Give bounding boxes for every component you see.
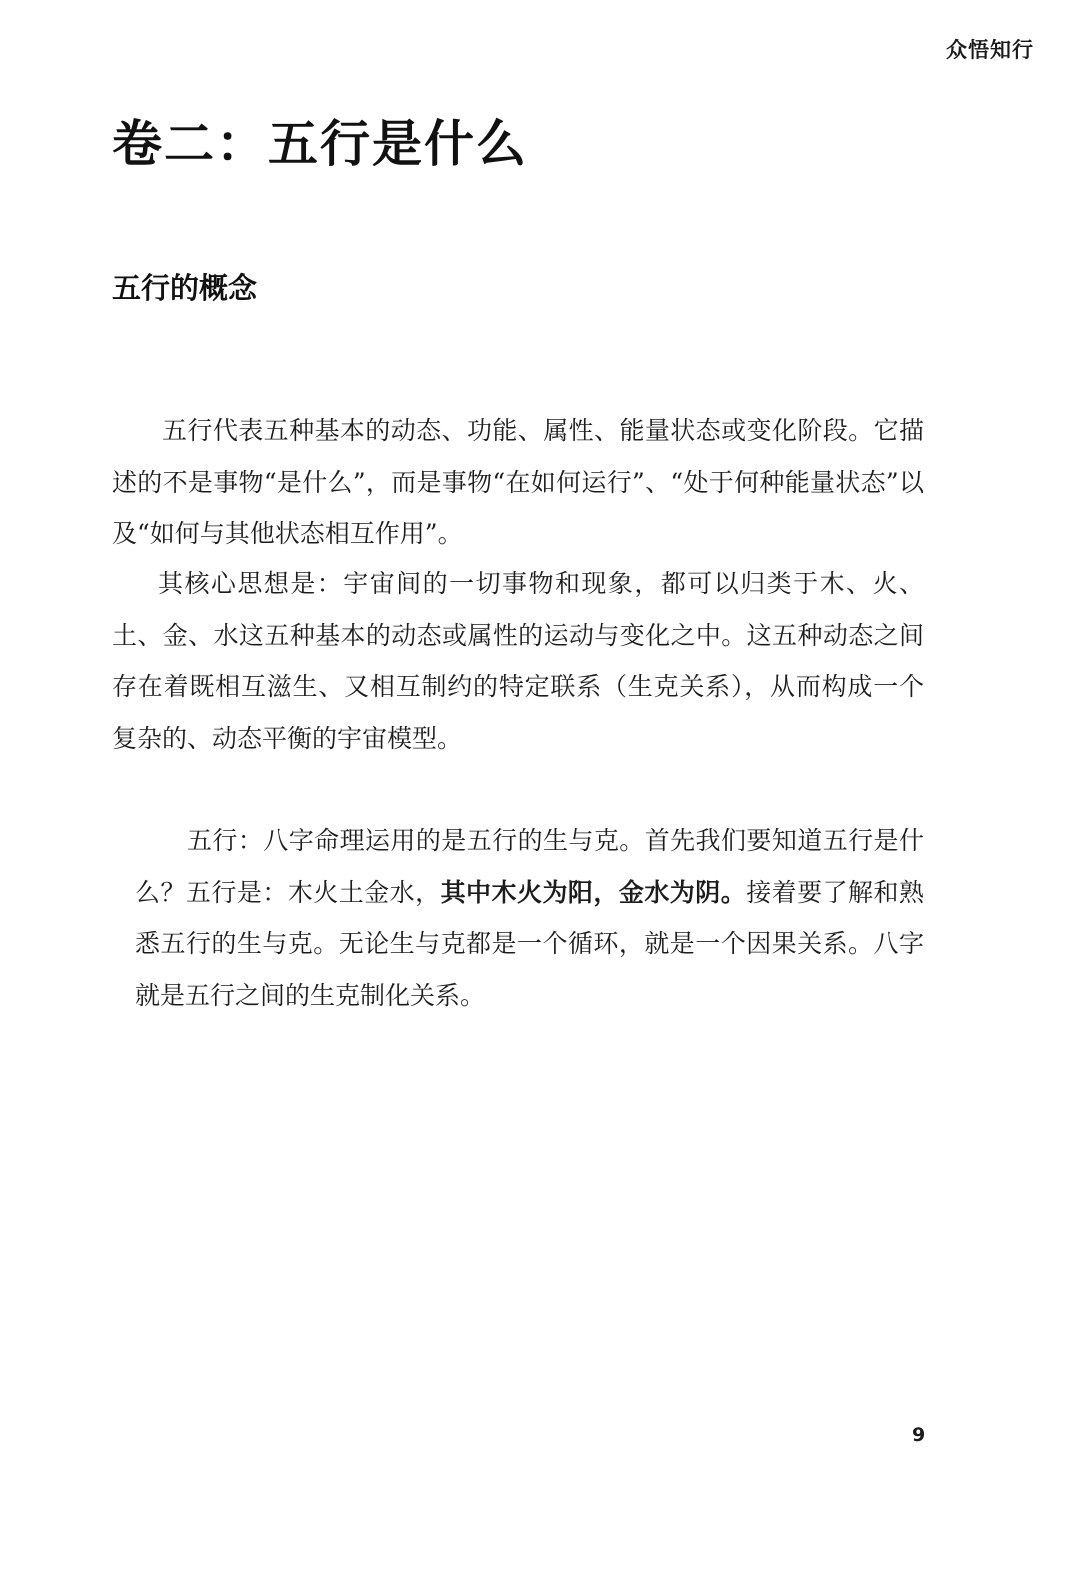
chapter-title: 卷二：五行是什么 [112,115,528,173]
page-number: 9 [912,1424,926,1446]
section-title: 五行的概念 [112,271,258,305]
paragraph-bazi [135,815,924,1021]
paragraph-bazi-text-start: 五行：八字命理运用的是五行的生与克。首先我们要知道五行是什么？五行是：木火土金水， [135,826,924,907]
paragraph-bazi-text-end: 接着要了解和熟悉五行的生与克。无论生与克都是一个循环，就是一个因果关系。八字就是五行之间的生克制化关系。 [135,877,924,1010]
paragraph-definition: 五行代表五种基本的动态、功能、属性、能量状态或变化阶段。它描述的不是事物“是什么”，而是事物“在如何运行”、“处于何种能量状态”以及“如何与其他状态相互作用”。 [112,416,924,548]
paragraph-bazi-emphasis: 其中木火为阳，金水为阴。 [440,877,747,907]
running-header: 众悟知行 [946,38,1034,62]
paragraph-core-idea: 其核心思想是：宇宙间的一切事物和现象，都可以归类于木、火、土、金、水这五种基本的动态或属性的运动与变化之中。这五种动态之间存在着既相互滋生、又相互制约的特定联系（生克关系），从而构成一个复杂的、动态平衡的宇宙模型。 [112,569,924,753]
